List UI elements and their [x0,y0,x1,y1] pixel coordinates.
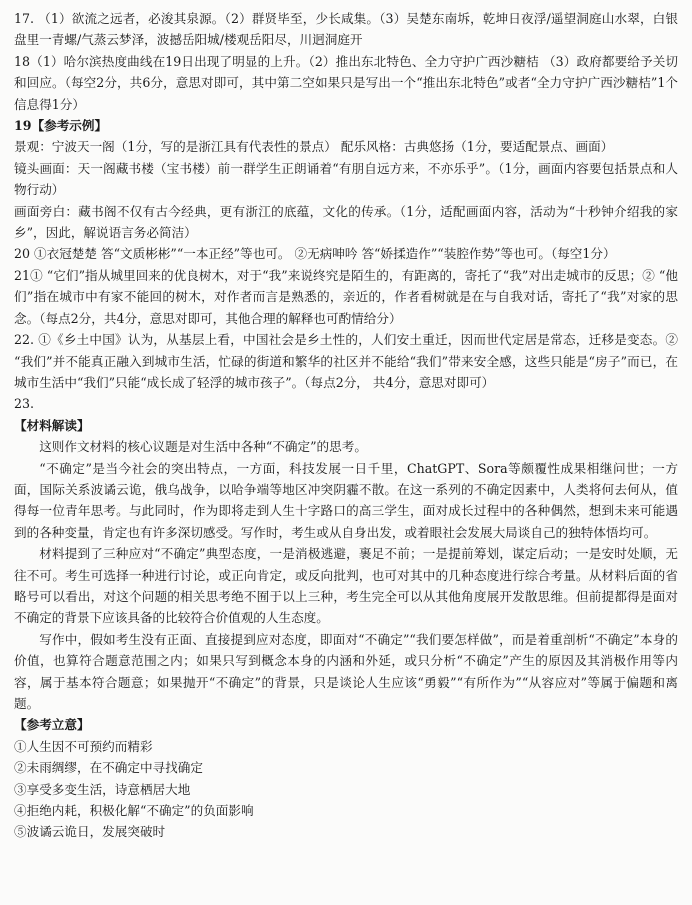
answer-19-scenery: 景观：宁波天一阁（1分，写的是浙江具有代表性的景点） 配乐风格：古典悠扬（1分，要适配景点、画面） [14,139,614,155]
answer-23: 23. [14,396,35,412]
answer-20: 20 ①衣冠楚楚 答“文质彬彬”“一本正经”等也可。 ②无病呻吟 答“娇揉造作”“装腔作势”等也可。（每空1分） [14,246,616,262]
answer-19-voiceover: 画面旁白：藏书阁不仅有古今经典，更有浙江的底蕴，文化的传承。（1分，适配画面内容，活动为“十秒钟介绍我的家乡”，因此，解说语言务必简洁） [14,203,678,241]
idea-item-4: ④拒绝内耗，积极化解“不确定”的负面影响 [14,803,254,819]
material-heading: 【材料解读】 [14,417,90,433]
idea-item-3: ③享受多变生活，诗意栖居大地 [14,781,191,797]
answer-19-heading: 19【参考示例】 [14,118,108,134]
answer-19-shot: 镜头画面：天一阁藏书楼（宝书楼）前一群学生正朗诵着“有朋自远方来，不亦乐乎”。（1分，画面内容要包括景点和人物行动） [14,160,678,198]
material-paragraph-3: 材料提到了三种应对“不确定”典型态度，一是消极逃避，裹足不前；一是提前筹划，谋定后动；一是安时处顺，无往不可。考生可选择一种进行讨论，或正向肯定，或反向批判，也可对其中的几种态度进行综合考量。从材料后面的省略号可以看出，对这个问题的相关思考绝不囿于以上三种，考生完全可以从其他角度展开发散思维。但前提都得是面对不确定的背景下应该具备的比较符合价值观的人生态度。 [14,546,678,626]
answer-18: 18（1）哈尔滨热度曲线在19日出现了明显的上升。（2）推出东北特色、全力守护广西沙糖桔 （3）政府都要给予关切和回应。（每空2分，共6分，意思对即可，其中第二空如果只是写出一个“推出东北特色”或者“全力守护广西沙糖桔”1个信息得1分） [14,53,678,112]
idea-heading: 【参考立意】 [14,717,90,733]
answer-21: 21① “它们”指从城里回来的优良树木，对于“我”来说终究是陌生的，有距离的，寄托了“我”对出走城市的反思；② “他们”指在城市中有家不能回的树木，对作者而言是熟悉的，亲近的，作者看树就是在与自我对话，寄托了“我”对家的思念。（每点2分，共4分，意思对即可，其他合理的解释也可酌情给分） [14,267,678,326]
idea-item-5: ⑤波谲云诡日，发展突破时 [14,824,166,840]
material-paragraph-4: 写作中，假如考生没有正面、直接提到应对态度，即面对“不确定”“我们要怎样做”，而是着重剖析“不确定”本身的价值，也算符合题意范围之内；如果只写到概念本身的内涵和外延，或只分析“不确定”产生的原因及其消极作用等内容，属于基本符合题意；如果抛开“不确定”的背景，只是谈论人生应该“勇毅”“有所作为”“从容应对”等属于偏题和离题。 [14,631,678,711]
answer-17: 17. （1）欲流之远者，必浚其泉源。（2）群贤毕至，少长咸集。（3）吴楚东南坼，乾坤日夜浮/遥望洞庭山水翠，白银盘里一青螺/气蒸云梦泽，波撼岳阳城/楼观岳阳尽，川迥洞庭开 [14,11,678,48]
idea-item-2: ②未雨绸缪，在不确定中寻找确定 [14,760,203,776]
idea-item-1: ①人生因不可预约而精彩 [14,738,153,754]
material-paragraph-1: 这则作文材料的核心议题是对生活中各种“不确定”的思考。 [39,439,367,455]
answer-22: 22. ①《乡土中国》认为，从基层上看，中国社会是乡土性的，人们安土重迁，因而世代定居是常态，迁移是变态。② “我们”并不能真正融入到城市生活，忙碌的街道和繁华的社区并不能给“我们”带来安全感，这些只能是“房子”而已，在城市生活中“我们”只能“成长成了轻浮的城市孩子”。（每点2分， 共4分，意思对即可） [14,332,678,390]
material-paragraph-2: “不确定”是当今社会的突出特点，一方面，科技发展一日千里，ChatGPT、Sora等颇覆性成果相继问世；一方面，国际关系波谲云诡，俄乌战争，以哈争端等地区冲突阴霾不散。在这一系列的不确定因素中，人类将何去何从，值得每一位青年思考。与此同时，作为即将走到人生十字路口的高三学生，面对成长过程中的各种偶然，想到未来可能遇到的各种变量，肯定也有许多深切感受。写作时，考生或从自身出发，或着眼社会发展大局谈自己的独特体悟均可。 [14,460,678,540]
